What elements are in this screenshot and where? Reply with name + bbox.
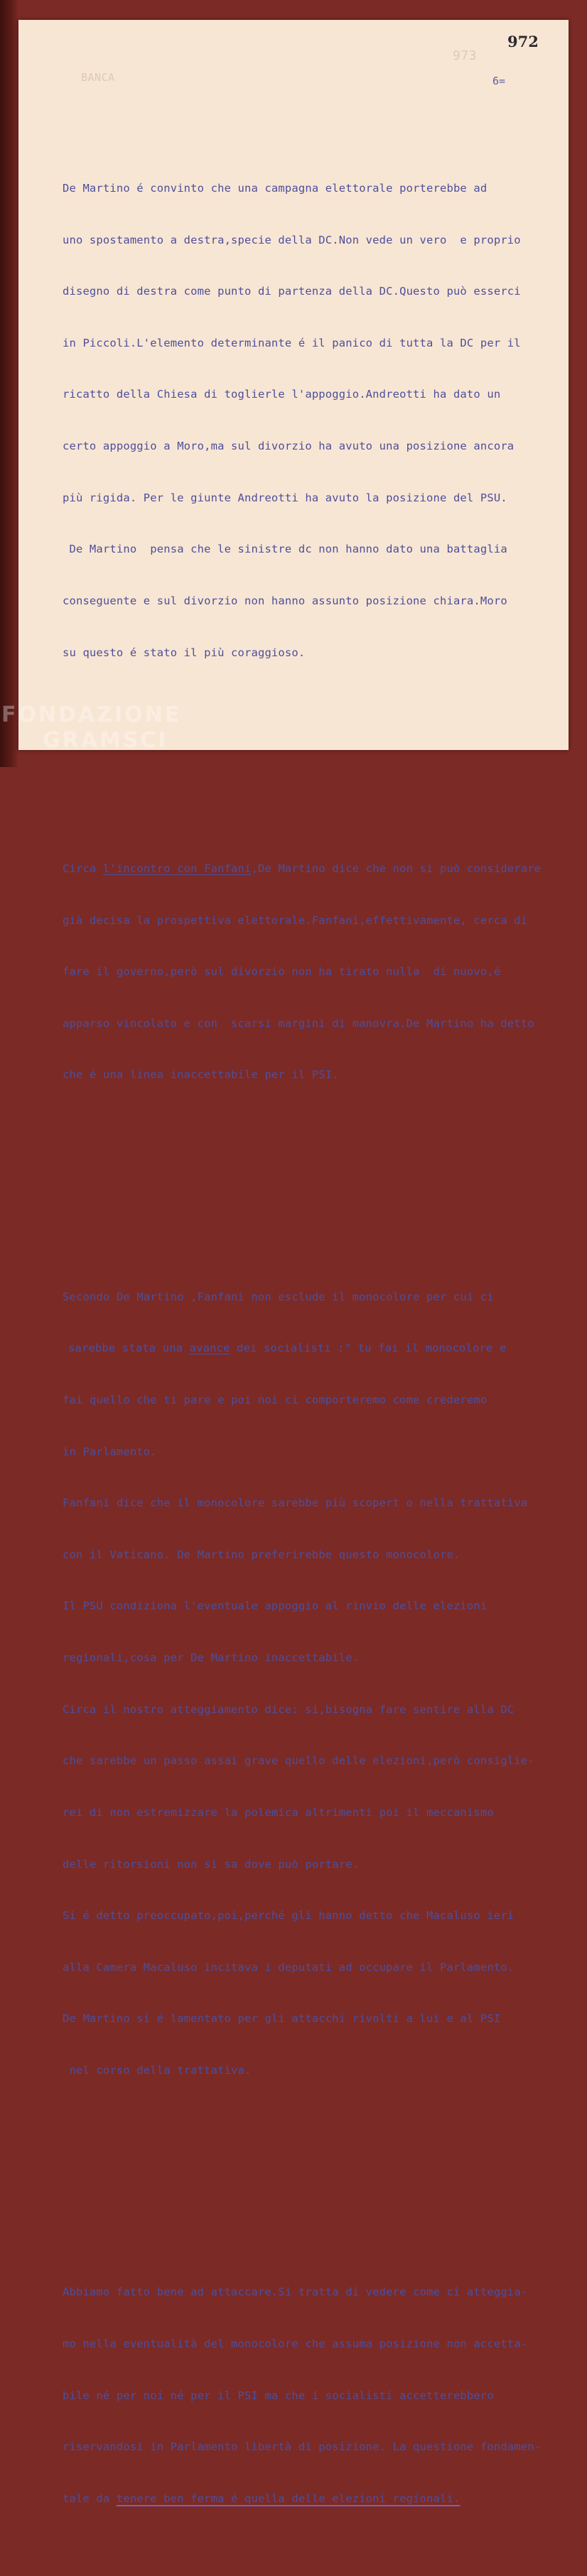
text-line: in Piccoli.L'elemento determinante é il panico di tutta la DC per il xyxy=(63,336,521,349)
text-span: dei socialisti :" tu fai il monocolore e xyxy=(230,1342,507,1355)
watermark-line-1: FONDAZIONE xyxy=(1,702,182,727)
text-line: più rigida. Per le giunte Andreotti ha avuto la posizione del PSU. xyxy=(63,491,507,504)
text-line: fare il governo,però sul divorzio non ha tirato nulla di nuovo,é xyxy=(63,965,501,979)
text-line: Il PSU condiziona l'eventuale appoggio al rinvio delle elezioni xyxy=(63,1599,488,1613)
text-line: De Martino pensa che le sinistre dc non hanno dato una battaglia xyxy=(63,543,507,556)
text-span: Circa xyxy=(63,862,103,875)
text-line: De Martino si é lamentato per gli attacchi rivolti a lui e al PSI xyxy=(63,2012,501,2026)
typed-page-number: 6= xyxy=(492,75,506,87)
text-line: che é una linea inaccettabile per il PSI. xyxy=(63,1068,339,1082)
text-line: uno spostamento a destra,specie della DC.Non vede un vero e proprio xyxy=(63,233,521,246)
text-line: nel corso della trattativa. xyxy=(63,2063,252,2077)
archive-watermark xyxy=(0,700,182,763)
text-line: apparso vincolato e con scarsi margini di manovra.De Martino ha detto xyxy=(63,1016,534,1030)
text-line: alla Camera Macaluso incitava i deputati ad occupare il Parlamento. xyxy=(63,1960,515,1974)
text-line xyxy=(63,1339,560,1357)
text-line: De Martino é convinto che una campagna elettorale porterebbe ad xyxy=(63,182,488,195)
bleed-through-heading: BANCA xyxy=(81,71,115,84)
paragraph-3 xyxy=(63,1254,560,2113)
paragraph-2 xyxy=(63,826,560,1118)
text-line: Secondo De Martino ,Fanfani non esclude il monocolore per cui ci xyxy=(63,1290,494,1303)
text-line: bile né per noi né per il PSI ma che i socialisti accetterebbero xyxy=(63,2388,494,2402)
text-line: conseguente e sul divorzio non hanno assunto posizione chiara.Moro xyxy=(63,594,507,607)
letter-body xyxy=(63,94,560,2576)
text-line: certo appoggio a Moro,ma sul divorzio ha avuto una posizione ancora xyxy=(63,440,515,453)
underlined-phrase: l'incontro con Fanfani xyxy=(102,862,252,875)
text-line xyxy=(63,860,560,877)
text-line: che sarebbe un passo assai grave quello delle elezioni,però consiglie- xyxy=(63,1754,534,1768)
text-span: ,De Martino dice che non si può considerare xyxy=(251,862,542,875)
underlined-word: avance xyxy=(189,1342,230,1355)
text-line: in Parlamento. xyxy=(63,1445,157,1458)
text-line: Circa il nostro atteggiamento dice: si,bisogna fare sentire alla DC xyxy=(63,1702,515,1716)
text-line: Abbiamo fatto bene ad attaccare.Si tratta di vedere come ci atteggia- xyxy=(63,2286,528,2299)
watermark-line-2: GRAMSCI xyxy=(43,728,168,753)
paragraph-4 xyxy=(63,2249,560,2541)
text-line: fai quello che ti pare e poi noi ci comporteremo come crederemo xyxy=(63,1393,488,1407)
bleed-through-number: 973 xyxy=(453,48,478,63)
scan-edge-shadow xyxy=(0,0,18,767)
handwritten-underline-phrase: tenere ben ferma é quella delle elezioni regionali. xyxy=(116,2491,461,2505)
text-span: sarebbe stata una xyxy=(68,1342,190,1355)
text-line: rei di non estremizzare la polemica altrimenti poi il meccanismo xyxy=(63,1805,494,1819)
text-line: ricatto della Chiesa di toglierle l'appoggio.Andreotti ha dato un xyxy=(63,388,501,401)
text-line: regionali,cosa per De Martino inaccettabile. xyxy=(63,1651,360,1665)
text-span: tale da xyxy=(63,2491,117,2505)
text-line: Fanfani dice che il monocolore sarebbe più scopert o nella trattativa xyxy=(63,1496,528,1510)
text-line: su questo é stato il più coraggioso. xyxy=(63,646,306,659)
paragraph-1 xyxy=(63,146,560,696)
text-line: delle ritorsioni non si sa dove può portare. xyxy=(63,1857,360,1871)
text-line: riservandosi in Parlamento libertà di posizione. La questione fondamen- xyxy=(63,2440,542,2454)
text-line: con il Vaticano. De Martino preferirebbe questo monocolore. xyxy=(63,1548,461,1561)
text-line: disegno di destra come punto di partenza della DC.Questo può esserci xyxy=(63,285,521,298)
text-line: mo nella eventualità del monocolore che assuma posizione non accetta- xyxy=(63,2337,528,2350)
text-line xyxy=(63,2490,560,2507)
document-page xyxy=(18,20,569,2505)
text-line: già decisa la prospettiva elettorale.Fanfani,effettivamente, cerca di xyxy=(63,913,528,927)
text-line: Si é detto preoccupato,poi,perché gli hanno detto che Macaluso ieri xyxy=(63,1909,515,1923)
page-number: 972 xyxy=(507,33,539,50)
